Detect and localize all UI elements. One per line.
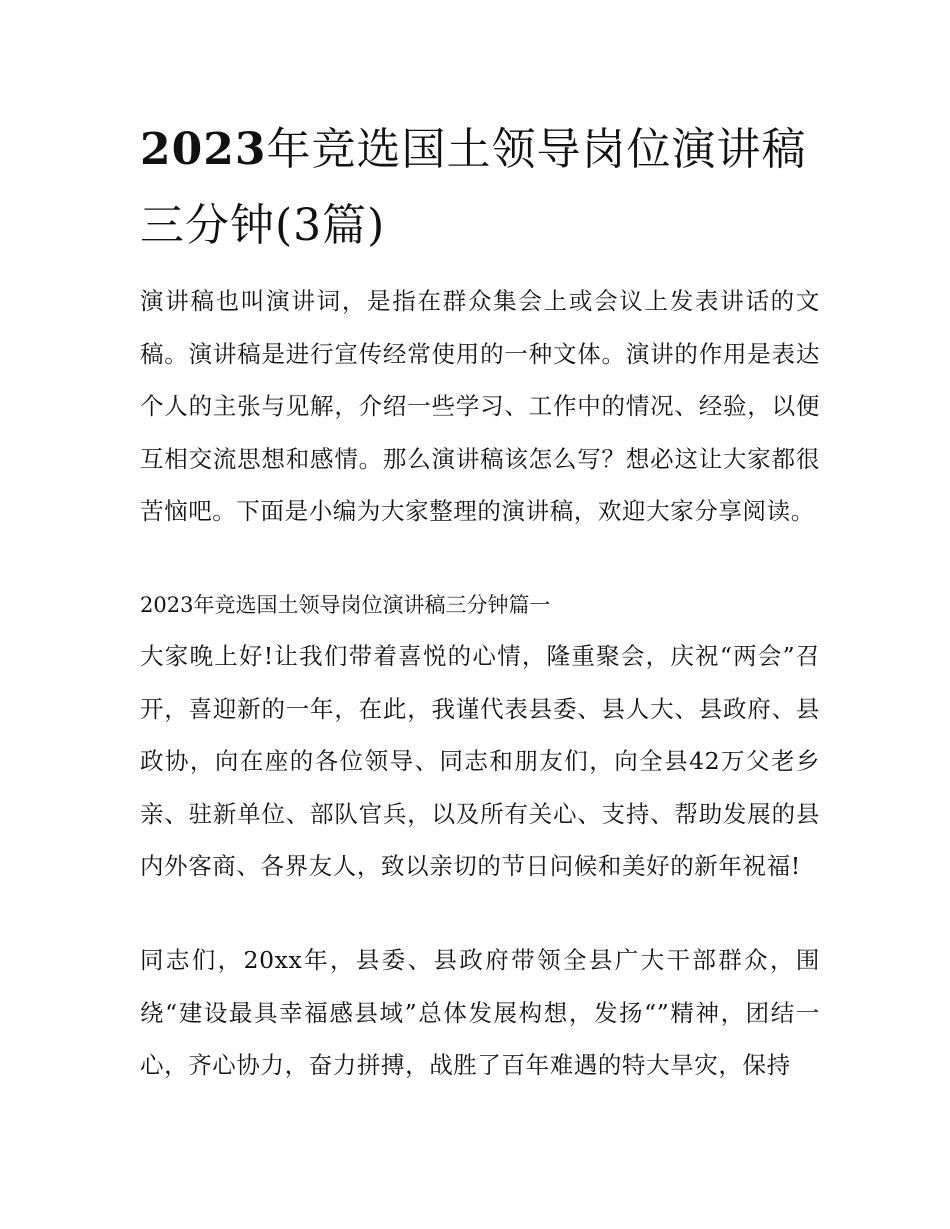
document-title	[140, 112, 820, 264]
body-paragraph: 大家晚上好!让我们带着喜悦的心情，隆重聚会，庆祝“两会”召开，喜迎新的一年，在此，我谨代表县委、县人大、县政府、县政协，向在座的各位领导、同志和朋友们，向全县42万父老乡亲、驻新单位、部队官兵，以及所有关心、支持、帮助发展的县内外客商、各界友人，致以亲切的节日问候和美好的新年祝福!	[140, 642, 820, 880]
title-year: 2023	[140, 124, 267, 175]
body-paragraph: 同志们，20xx年，县委、县政府带领全县广大干部群众，围绕“建设最具幸福感县域”总体发展构想，发扬“”精神，团结一心，齐心协力，奋力拼搏，战胜了百年难遇的特大旱灾，保持	[140, 946, 820, 1079]
section-heading: 2023年竞选国土领导岗位演讲稿三分钟篇一	[140, 593, 551, 617]
title-text: 年竞选国土领导岗位演讲稿三分钟(3篇)	[140, 124, 807, 251]
intro-paragraph: 演讲稿也叫演讲词，是指在群众集会上或会议上发表讲话的文稿。演讲稿是进行宣传经常使用的一种文体。演讲的作用是表达个人的主张与见解，介绍一些学习、工作中的情况、经验，以便互相交流思想和感情。那么演讲稿该怎么写？想必这让大家都很苦恼吧。下面是小编为大家整理的演讲稿，欢迎大家分享阅读。	[140, 287, 820, 525]
